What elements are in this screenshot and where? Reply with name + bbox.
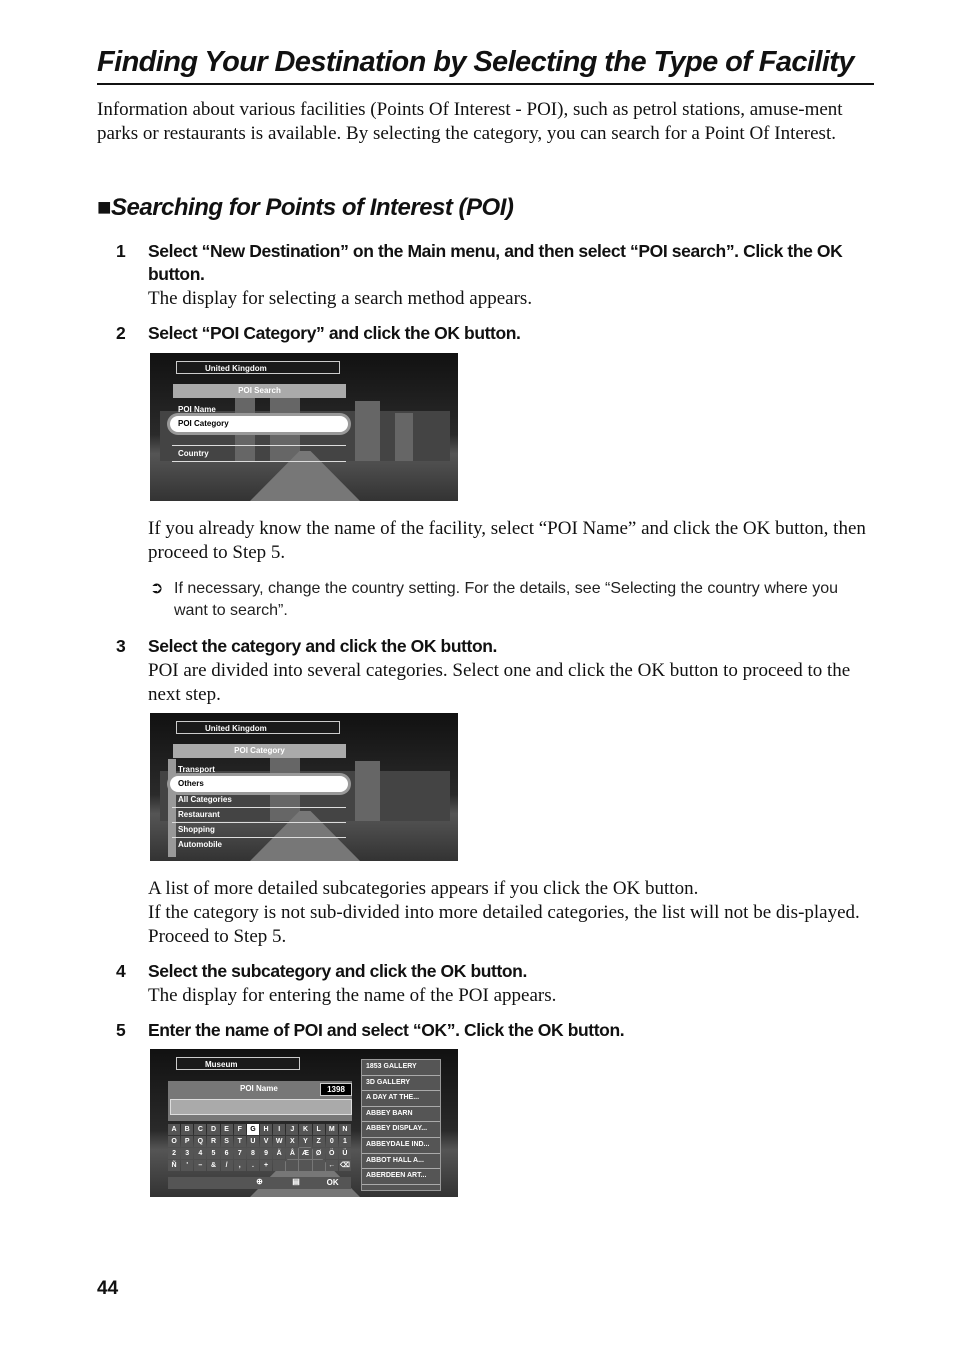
step-text: Select “POI Category” and click the OK button. — [148, 323, 521, 343]
key[interactable]: 8 — [247, 1148, 259, 1159]
key[interactable]: W — [273, 1136, 285, 1147]
key[interactable]: ' — [181, 1160, 193, 1171]
screen-poi-search — [150, 353, 458, 501]
menu-item-poi-category[interactable]: POI Category — [170, 416, 348, 432]
menu-item-poi-name[interactable]: POI Name — [178, 405, 216, 414]
key[interactable]: E — [221, 1124, 233, 1135]
key[interactable]: – — [194, 1160, 206, 1171]
key[interactable]: R — [207, 1136, 219, 1147]
key[interactable]: N — [339, 1124, 351, 1135]
section-heading: ■Searching for Points of Interest (POI) — [97, 194, 514, 221]
key[interactable]: 2 — [168, 1148, 180, 1159]
key[interactable]: C — [194, 1124, 206, 1135]
key[interactable]: & — [207, 1160, 219, 1171]
key[interactable] — [299, 1160, 311, 1171]
key[interactable]: X — [286, 1136, 298, 1147]
intro-text: Information about various facilities (Points Of Interest - POI), such as petrol stations, amuse-ment parks or restaurants is available. By selecting the category, you can search for a Point Of Interest. — [97, 99, 843, 144]
key[interactable]: B — [181, 1124, 193, 1135]
screen-title: POI Category — [173, 744, 346, 758]
key[interactable]: + — [260, 1160, 272, 1171]
category-restaurant[interactable]: Restaurant — [178, 810, 220, 819]
key[interactable]: Ø — [313, 1148, 325, 1159]
step-desc: The display for selecting a search method appears. — [148, 288, 533, 309]
key[interactable]: K — [299, 1124, 311, 1135]
key[interactable]: O — [168, 1136, 180, 1147]
result-count: 1398 — [320, 1083, 352, 1096]
key[interactable]: Ö — [326, 1148, 338, 1159]
key[interactable]: M — [326, 1124, 338, 1135]
step-desc: If you already know the name of the facility, select “POI Name” and click the OK button, then proceed to Step 5. — [148, 518, 866, 563]
key[interactable]: Ä — [273, 1148, 285, 1159]
key[interactable]: Å — [286, 1148, 298, 1159]
key[interactable]: / — [221, 1160, 233, 1171]
category-label: Museum — [205, 1060, 238, 1069]
step-text: Select the category and click the OK button. — [148, 636, 498, 656]
result-item[interactable]: ABBOT HALL A... — [362, 1154, 440, 1170]
note-text: If necessary, change the country setting. For the details, see “Selecting the country where you want to search”. — [174, 580, 839, 619]
result-list — [361, 1059, 441, 1191]
key[interactable]: H — [260, 1124, 272, 1135]
country-field[interactable] — [176, 721, 340, 734]
category-shopping[interactable]: Shopping — [178, 825, 215, 834]
step-desc: A list of more detailed subcategories appears if you click the OK button. If the category is not sub-divided into more detailed categories, the list will not be dis-played. Proceed to Step 5. — [148, 878, 860, 947]
result-item[interactable]: 3D GALLERY — [362, 1076, 440, 1092]
category-others[interactable]: Others — [170, 776, 348, 792]
key[interactable]: G — [247, 1124, 259, 1135]
screen-title: POI Name — [240, 1084, 278, 1093]
step-desc: The display for entering the name of the POI appears. — [148, 985, 557, 1006]
category-automobile[interactable]: Automobile — [178, 840, 222, 849]
result-item[interactable]: A DAY AT THE... — [362, 1091, 440, 1107]
key[interactable]: ← — [326, 1160, 338, 1171]
key[interactable]: A — [168, 1124, 180, 1135]
key[interactable]: 1 — [339, 1136, 351, 1147]
key[interactable]: ⌫ — [339, 1162, 350, 1169]
key[interactable]: 3 — [181, 1148, 193, 1159]
key[interactable] — [313, 1160, 325, 1171]
key[interactable]: . — [247, 1160, 259, 1171]
screen-poi-category — [150, 713, 458, 861]
result-item[interactable]: ABBEYDALE IND... — [362, 1138, 440, 1154]
key[interactable]: F — [234, 1124, 246, 1135]
page-title: Finding Your Destination by Selecting the Type of Facility — [97, 46, 874, 85]
category-all[interactable]: All Categories — [178, 795, 232, 804]
step-number: 2 — [116, 323, 126, 343]
key[interactable]: D — [207, 1124, 219, 1135]
key[interactable]: Y — [299, 1136, 311, 1147]
country-label: United Kingdom — [205, 364, 267, 373]
keyboard — [168, 1124, 351, 1171]
result-item[interactable]: 1853 GALLERY — [362, 1060, 440, 1076]
step-text: Enter the name of POI and select “OK”. Click the OK button. — [148, 1020, 625, 1040]
key[interactable]: 7 — [234, 1148, 246, 1159]
step-number: 4 — [116, 961, 126, 981]
page-number: 44 — [97, 1278, 119, 1299]
scrollbar[interactable] — [168, 759, 176, 857]
key[interactable]: Q — [194, 1136, 206, 1147]
step-number: 1 — [116, 241, 126, 261]
result-item[interactable]: ABBEY BARN — [362, 1107, 440, 1123]
category-field[interactable] — [176, 1057, 300, 1070]
step-text: Select “New Destination” on the Main menu, and then select “POI search”. Click the OK button. — [148, 241, 843, 284]
key[interactable]: S — [221, 1136, 233, 1147]
key[interactable]: 6 — [221, 1148, 233, 1159]
step-number: 5 — [116, 1020, 126, 1040]
key[interactable]: P — [181, 1136, 193, 1147]
key[interactable]: 0 — [326, 1136, 338, 1147]
key[interactable]: Ñ — [168, 1160, 180, 1171]
poi-name-input[interactable] — [170, 1099, 352, 1115]
key[interactable]: 9 — [260, 1148, 272, 1159]
screen-title: POI Search — [173, 384, 346, 398]
key[interactable] — [273, 1160, 285, 1171]
ok-button[interactable]: OK — [326, 1178, 339, 1187]
key[interactable]: L — [313, 1124, 325, 1135]
key[interactable] — [286, 1160, 298, 1171]
globe-icon[interactable]: ⊕ — [256, 1177, 263, 1186]
note-arrow-icon: ➲ — [150, 578, 164, 597]
key[interactable]: J — [286, 1124, 298, 1135]
keyboard-mode-icon[interactable]: ▤ — [292, 1177, 300, 1186]
key[interactable]: Z — [313, 1136, 325, 1147]
key[interactable]: T — [234, 1136, 246, 1147]
key[interactable]: 5 — [207, 1148, 219, 1159]
key[interactable]: U — [247, 1136, 259, 1147]
key[interactable]: Æ — [299, 1148, 311, 1159]
key[interactable]: 4 — [194, 1148, 206, 1159]
result-item[interactable]: ABERDEEN ART... — [362, 1169, 440, 1185]
key[interactable]: , — [234, 1160, 246, 1171]
key[interactable]: V — [260, 1136, 272, 1147]
step-desc: POI are divided into several categories. Select one and click the OK button to proceed to the next step. — [148, 660, 851, 705]
result-item[interactable]: ABBEY DISPLAY... — [362, 1122, 440, 1138]
step-number: 3 — [116, 636, 126, 656]
country-label: United Kingdom — [205, 724, 267, 733]
category-transport[interactable]: Transport — [178, 765, 215, 774]
country-field[interactable] — [176, 361, 340, 374]
menu-item-country[interactable]: Country — [178, 449, 209, 458]
key[interactable]: Ü — [339, 1148, 351, 1159]
screen-poi-name — [150, 1049, 458, 1197]
step-text: Select the subcategory and click the OK button. — [148, 961, 527, 981]
key[interactable]: I — [273, 1124, 285, 1135]
